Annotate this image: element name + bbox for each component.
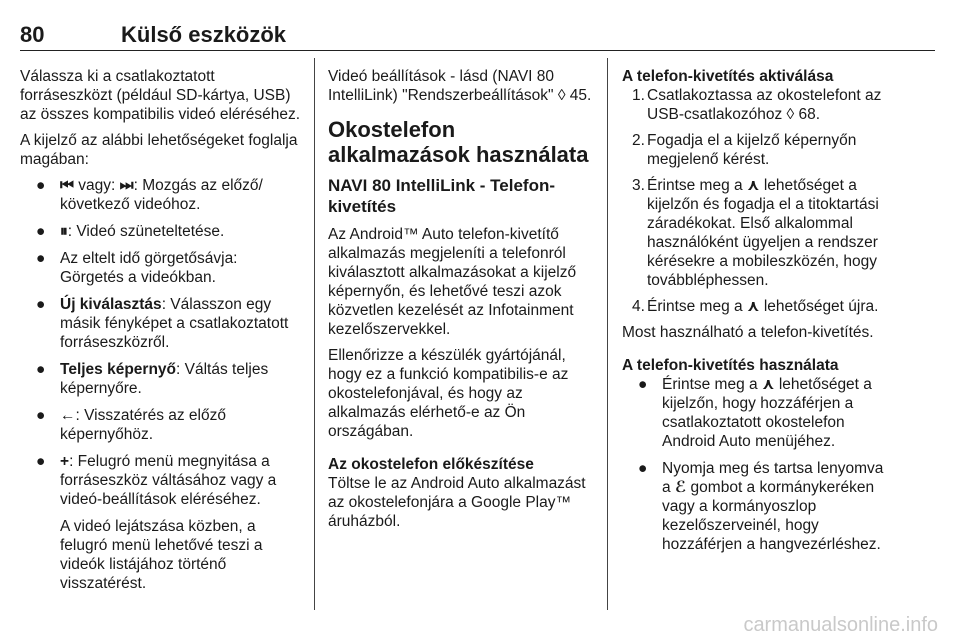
bullet: ● bbox=[638, 376, 648, 393]
continuation-paragraph: A videó lejátszása közben, a felugró menü lehetővé teszi a videók listájához történő visszatérést. bbox=[60, 518, 263, 592]
bullet: ● bbox=[36, 177, 46, 194]
list-item bbox=[20, 222, 304, 241]
list-item bbox=[622, 459, 890, 554]
item-text: : Válasszon egy másik fényképet a csatlakoztatott forráseszközről. bbox=[60, 296, 289, 351]
ready-text: Most használható a telefon-kivetítés. bbox=[622, 324, 874, 341]
bullet: ● bbox=[36, 361, 46, 378]
item-text: vagy: bbox=[73, 177, 120, 194]
step-text: Érintse meg a bbox=[647, 298, 747, 315]
item-text: : Felugró menü megnyitása a forráseszköz váltásához vagy a videó-beállítások eléréséhez. bbox=[60, 453, 277, 508]
voice-control-icon: ℰ bbox=[674, 479, 687, 496]
subsection-heading: NAVI 80 IntelliLink - Telefon-kivetítés bbox=[328, 176, 556, 216]
item-text: Az eltelt idő görgetősávja: Görgetés a videókban. bbox=[60, 250, 238, 286]
chapter-title: Külső eszközök bbox=[121, 22, 287, 47]
android-auto-icon: ⋏ bbox=[761, 376, 775, 393]
options-intro: A kijelző az alábbi lehetőségeket foglalja magában: bbox=[20, 132, 298, 168]
android-auto-icon: ⋏ bbox=[746, 298, 760, 315]
skip-back-icon: ⏮ bbox=[60, 177, 74, 194]
bullet: ● bbox=[638, 460, 648, 477]
step-text: lehetőséget újra. bbox=[759, 298, 879, 315]
item-label: Új kiválasztás bbox=[60, 296, 162, 313]
paragraph: Az Android™ Auto telefon-kivetítő alkalmazás megjeleníti a telefonról kiválasztott alkalmazásokat a kijelző képernyőn, és lehetővé teszi azok közvetlen kezelését az Infotainment kezelőszervekkel. bbox=[328, 226, 577, 338]
plus-icon: + bbox=[60, 453, 70, 470]
item-label: Teljes képernyő bbox=[60, 361, 177, 378]
list-item bbox=[20, 295, 304, 352]
bullet: ● bbox=[36, 407, 46, 424]
column-middle bbox=[328, 67, 596, 538]
item-text: : Videó szüneteltetése. bbox=[67, 223, 225, 240]
usage-title: A telefon-kivetítés használata bbox=[622, 357, 839, 374]
pause-icon: ⏸ bbox=[60, 223, 68, 240]
column-divider bbox=[607, 58, 608, 610]
section-heading: Okostelefon alkalmazások használata bbox=[328, 117, 589, 167]
watermark: carmanualsonline.info bbox=[743, 614, 938, 636]
list-item bbox=[20, 452, 304, 509]
step-item bbox=[622, 297, 890, 316]
bullet: ● bbox=[36, 296, 46, 313]
step-number: 2. bbox=[632, 132, 645, 149]
bullet: ● bbox=[36, 223, 46, 240]
bullet: ● bbox=[36, 250, 46, 267]
item-text: : Visszatérés az előző képernyőhöz. bbox=[60, 407, 226, 443]
step-text: Érintse meg a bbox=[647, 177, 747, 194]
list-item bbox=[20, 360, 304, 398]
column-right bbox=[622, 67, 890, 562]
step-number: 3. bbox=[632, 177, 645, 194]
page-header bbox=[20, 22, 935, 51]
intro-paragraph: Válassza ki a csatlakoztatott forráseszközt (például SD-kártya, USB) az összes kompatibilis videó eléréséhez. bbox=[20, 68, 300, 123]
step-item bbox=[622, 86, 890, 124]
prep-title: Az okostelefon előkészítése bbox=[328, 456, 534, 473]
activation-title: A telefon-kivetítés aktiválása bbox=[622, 68, 834, 85]
item-text: gombot a kormánykeréken vagy a kormányoszlop kezelőszerveinél, hogy hozzáférjen a hangvezérléshez. bbox=[662, 479, 881, 553]
bullet: ● bbox=[36, 453, 46, 470]
settings-reference: Videó beállítások - lásd (NAVI 80 IntelliLink) "Rendszerbeállítások" ◊ 45. bbox=[328, 68, 592, 104]
item-text: Érintse meg a bbox=[662, 376, 762, 393]
step-item bbox=[622, 176, 890, 290]
page-number: 80 bbox=[20, 22, 45, 47]
item-text: : Mozgás az előző/ következő videóhoz. bbox=[60, 177, 263, 213]
list-item bbox=[622, 375, 890, 451]
step-text: lehetőséget a kijelzőn és fogadja el a titoktartási záradékokat. Első alkalommal használóként ügyeljen a rendszer kérésekre a mobileszközén, hogy továbbléphessen. bbox=[647, 177, 879, 289]
list-item bbox=[20, 176, 304, 214]
column-left bbox=[20, 67, 304, 601]
back-arrow-icon: ← bbox=[60, 407, 76, 424]
item-text: lehetőséget a kijelzőn, hogy hozzáférjen a csatlakoztatott okostelefon Android Auto menüjéhez. bbox=[662, 376, 872, 450]
step-text: Fogadja el a kijelző képernyőn megjelenő kérést. bbox=[647, 132, 857, 168]
item-text: Nyomja meg és tartsa lenyomva a bbox=[662, 460, 884, 496]
column-divider bbox=[314, 58, 315, 610]
step-number: 4. bbox=[632, 298, 645, 315]
step-number: 1. bbox=[632, 87, 645, 104]
item-text: : Váltás teljes képernyőre. bbox=[60, 361, 269, 397]
step-item bbox=[622, 131, 890, 169]
step-text: Csatlakoztassa az okostelefont az USB-csatlakozóhoz ◊ 68. bbox=[647, 87, 882, 123]
list-item bbox=[20, 406, 304, 444]
prep-text: Töltse le az Android Auto alkalmazást az okostelefonjára a Google Play™ áruházból. bbox=[328, 475, 586, 530]
paragraph: Ellenőrizze a készülék gyártójánál, hogy ez a funkció kompatibilis-e az okostelefonjával, és hogy az alkalmazás elérhető-e az Ön országában. bbox=[328, 347, 569, 440]
list-item bbox=[20, 249, 304, 287]
android-auto-icon: ⋏ bbox=[746, 177, 760, 194]
skip-forward-icon: ⏭ bbox=[119, 177, 134, 194]
